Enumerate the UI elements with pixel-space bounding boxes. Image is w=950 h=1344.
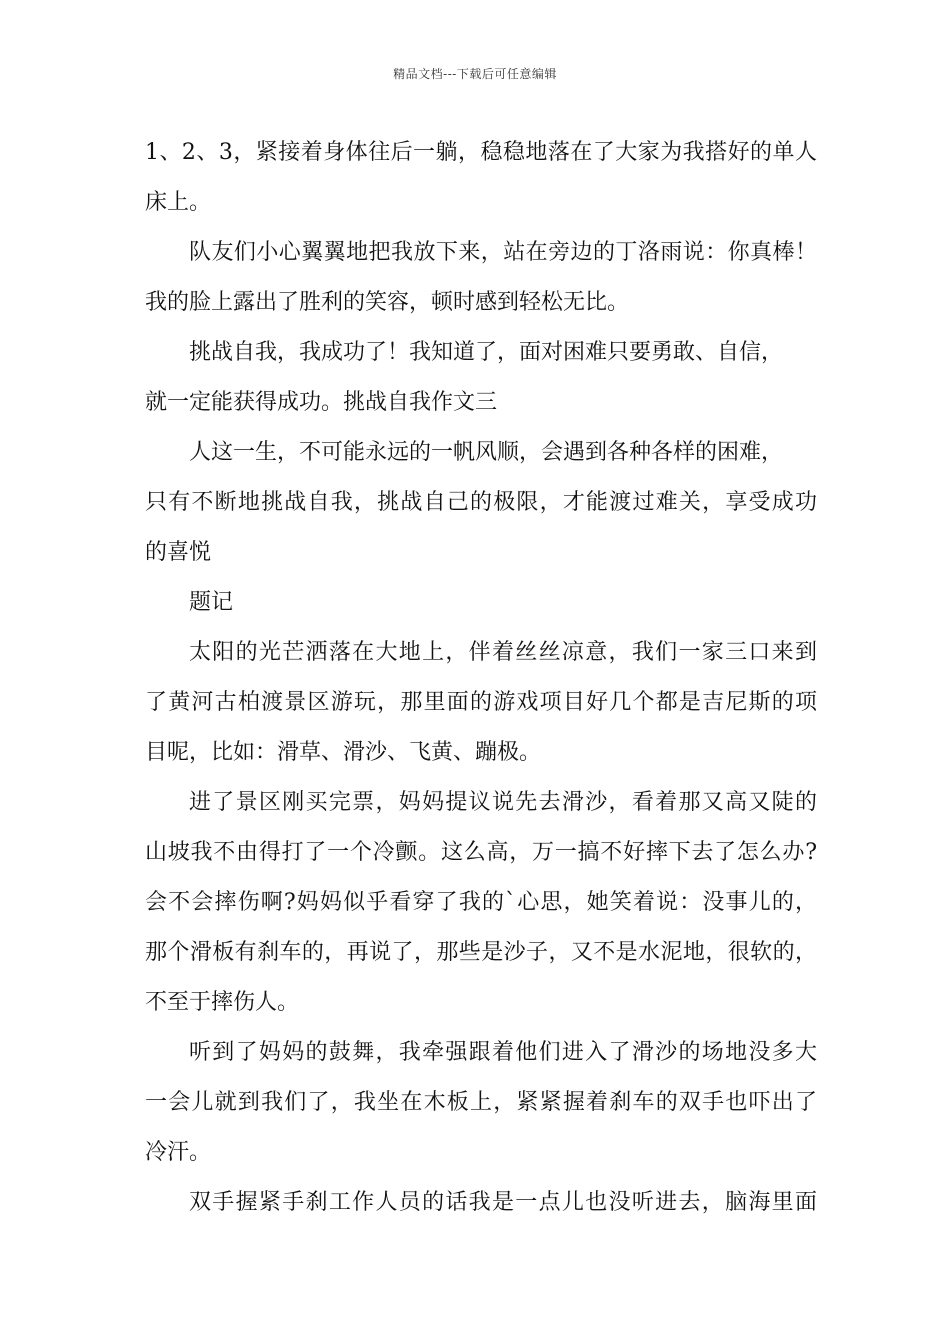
text-line: 会不会摔伤啊?妈妈似乎看穿了我的`心思，她笑着说：没事儿的， <box>145 890 817 915</box>
text-line: 床上。 <box>145 190 212 215</box>
text-line: 一会儿就到我们了，我坐在木板上，紧紧握着刹车的双手也吓出了 <box>145 1090 817 1115</box>
paragraph-start-line: 双手握紧手刹工作人员的话我是一点儿也没听进去，脑海里面 <box>189 1190 817 1215</box>
text-line: 就一定能获得成功。挑战自我作文三 <box>145 390 498 415</box>
paragraph-start-line: 挑战自我，我成功了！我知道了，面对困难只要勇敢、自信， <box>189 340 784 365</box>
text-line: 我的脸上露出了胜利的笑容，顿时感到轻松无比。 <box>145 290 630 315</box>
paragraph-start-line: 进了景区刚买完票，妈妈提议说先去滑沙，看着那又高又陡的 <box>189 790 817 815</box>
text-line: 1、2、3，紧接着身体往后一躺，稳稳地落在了大家为我搭好的单人 <box>145 140 817 165</box>
text-line: 只有不断地挑战自我，挑战自己的极限，才能渡过难关，享受成功 <box>145 490 817 515</box>
text-line: 不至于摔伤人。 <box>145 990 300 1015</box>
paragraph-start-line: 听到了妈妈的鼓舞，我牵强跟着他们进入了滑沙的场地没多大 <box>189 1040 817 1065</box>
text-line: 冷汗。 <box>145 1140 212 1165</box>
document-body <box>145 128 817 1228</box>
page-header: 精品文档---下载后可任意编辑 <box>393 67 557 81</box>
text-line: 那个滑板有刹车的，再说了，那些是沙子，又不是水泥地，很软的， <box>145 940 817 965</box>
paragraph-start-line: 队友们小心翼翼地把我放下来，站在旁边的丁洛雨说：你真棒！ <box>189 240 817 265</box>
text-line: 了黄河古柏渡景区游玩，那里面的游戏项目好几个都是吉尼斯的项 <box>145 690 817 715</box>
paragraph-start-line: 人这一生，不可能永远的一帆风顺，会遇到各种各样的困难， <box>189 440 784 465</box>
text-line: 山坡我不由得打了一个冷颤。这么高，万一搞不好摔下去了怎么办? <box>145 840 817 865</box>
paragraph-start-line: 太阳的光芒洒落在大地上，伴着丝丝凉意，我们一家三口来到 <box>189 640 817 665</box>
text-line: 的喜悦 <box>145 540 212 565</box>
text-line: 目呢，比如：滑草、滑沙、飞黄、蹦极。 <box>145 740 542 765</box>
paragraph-start-line: 题记 <box>189 590 234 615</box>
